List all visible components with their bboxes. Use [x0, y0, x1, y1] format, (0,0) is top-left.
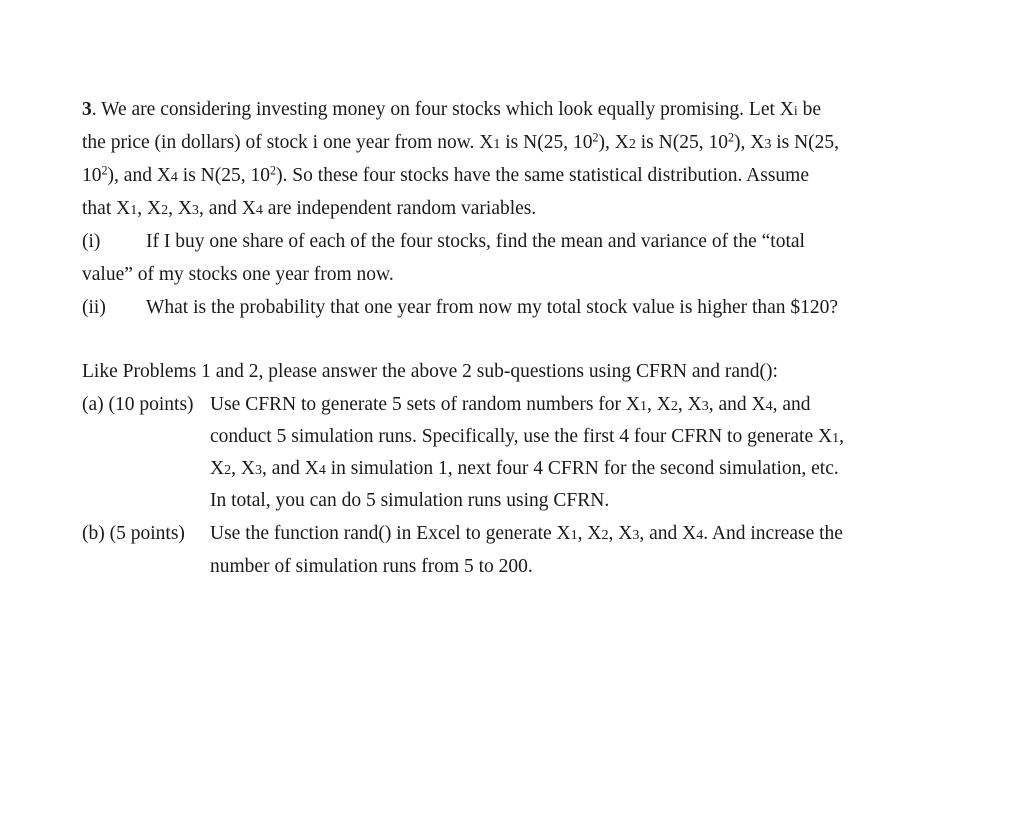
problem-line-4: that X1, X2, X3, and X4 are independent random variables.: [82, 198, 537, 219]
part-ii-text: What is the probability that one year from now my total stock value is higher than $120?: [146, 297, 839, 318]
part-a-line-2: conduct 5 simulation runs. Specifically, use the first 4 four CFRN to generate X1,: [210, 426, 844, 447]
instructions-intro: Like Problems 1 and 2, please answer the above 2 sub-questions using CFRN and rand():: [82, 361, 778, 382]
part-ii-label: (ii): [82, 297, 106, 318]
problem-line-2: the price (in dollars) of stock i one year from now. X1 is N(25, $10^2$), X2 is N(25, $10^2$), X3 is N(25,: [82, 130, 840, 153]
part-b-line-1: Use the function rand() in Excel to generate X1, X2, X3, and X4. And increase the: [210, 523, 843, 544]
part-b-line-2: number of simulation runs from 5 to 200.: [210, 556, 533, 577]
part-a-line-4: In total, you can do 5 simulation runs using CFRN.: [210, 490, 610, 511]
part-a-line-1: Use CFRN to generate 5 sets of random numbers for X1, X2, X3, and X4, and: [210, 394, 811, 415]
part-i-label: (i): [82, 231, 101, 252]
problem-line-1: 3. We are considering investing money on four stocks which look equally promising. Let Xi be: [82, 99, 822, 120]
part-i-line-1: If I buy one share of each of the four stocks, find the mean and variance of the “total: [146, 231, 805, 252]
part-i-line-2: value” of my stocks one year from now.: [82, 264, 394, 285]
problem-number: 3: [82, 99, 92, 120]
part-b-label: (b) (5 points): [82, 523, 185, 544]
part-a-label: (a) (10 points): [82, 394, 194, 415]
part-a-line-3: X2, X3, and X4 in simulation 1, next four 4 CFRN for the second simulation, etc.: [210, 458, 839, 479]
problem-line-3: $10^2$), and X4 is N(25, $10^2$). So these four stocks have the same statistical distribution. Assume: [82, 163, 809, 186]
